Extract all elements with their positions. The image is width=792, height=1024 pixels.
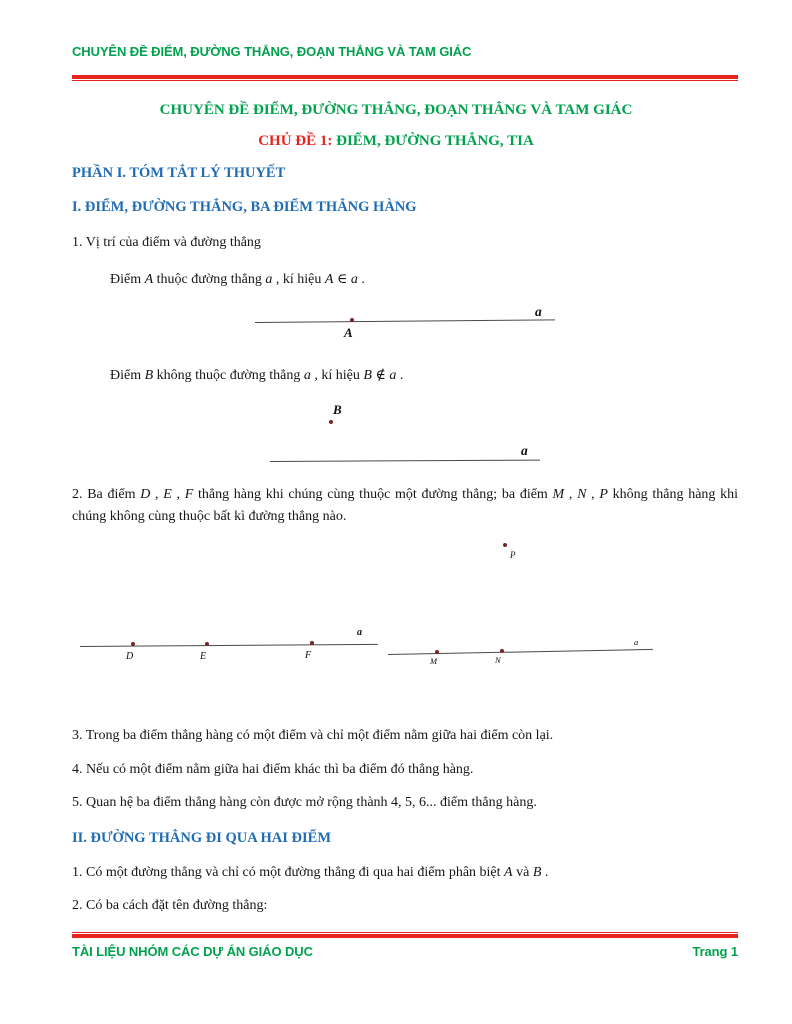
paragraph-4: 4. Nếu có một điểm nằm giữa hai điểm khác thì ba điểm đó thẳng hàng. [72, 762, 474, 777]
fig3-point-E-dot [205, 642, 209, 646]
fig1-point-A-label: A [344, 325, 353, 340]
fig2-line-a-label: a [521, 443, 528, 458]
text-segment: , [586, 487, 600, 502]
math-variable: F [184, 487, 194, 502]
fig1-point-A-dot [350, 318, 354, 322]
text-segment: thẳng hàng khi chúng cùng thuộc một đường thẳng; ba điểm [193, 487, 553, 502]
section1-heading: I. ĐIỂM, ĐƯỜNG THẲNG, BA ĐIỂM THẲNG HÀNG [72, 199, 417, 215]
topic-title [0, 132, 792, 150]
math-variable: a [350, 272, 358, 287]
math-variable: A [324, 272, 334, 287]
text-segment: . [357, 272, 365, 287]
topic-label: CHỦ ĐỀ 1: [258, 133, 337, 149]
text-segment: , [564, 487, 578, 502]
footer-left: TÀI LIỆU NHÓM CÁC DỰ ÁN GIÁO DỤC [72, 944, 313, 959]
math-variable: B [144, 368, 154, 383]
math-variable: E [163, 487, 172, 502]
math-variable: a [265, 272, 273, 287]
text-segment: 2. Ba điểm [72, 487, 141, 502]
fig3-point-D-label: D [126, 651, 134, 662]
math-variable: a [389, 368, 397, 383]
section2-paragraph-2: 2. Có ba cách đặt tên đường thẳng: [72, 898, 268, 913]
text-segment: 1. Có một đường thẳng và chỉ có một đường thẳng đi qua hai điểm phân biệt [72, 865, 505, 880]
text-segment: , kí hiệu [272, 272, 325, 287]
text-segment: Điểm [110, 368, 145, 383]
fig3-point-N-dot [500, 649, 504, 653]
fig2-point-B-dot [329, 420, 333, 424]
footer-page-number: Trang 1 [692, 944, 738, 959]
fig3-point-E-label: E [200, 651, 207, 662]
section2-paragraph-1 [72, 864, 548, 882]
text-segment: , [171, 487, 185, 502]
text-segment: ∉ [371, 368, 390, 383]
paragraph-point-not-in-line [110, 367, 403, 385]
text-segment: Điểm [110, 272, 145, 287]
math-variable: D [140, 487, 151, 502]
fig3-right-line [388, 649, 653, 655]
section2-heading: II. ĐƯỜNG THẲNG ĐI QUA HAI ĐIỂM [72, 830, 332, 846]
math-variable: a [303, 368, 311, 383]
main-title: CHUYÊN ĐỀ ĐIỂM, ĐƯỜNG THẲNG, ĐOẠN THẲNG VÀ TAM GIÁC [159, 102, 633, 118]
fig3-point-F-dot [310, 641, 314, 645]
fig3-point-F-label: F [305, 650, 312, 661]
fig3-point-M-label: M [430, 656, 438, 666]
fig3-right-line-a-label: a [634, 637, 639, 647]
text-segment: , kí hiệu [310, 368, 364, 383]
fig3-point-P-label: P [510, 550, 516, 560]
text-segment: không thẳng hàng khi chúng không cùng thuộc bất kì đường thẳng nào. [72, 487, 739, 524]
header-rule-thin [72, 80, 738, 81]
text-segment: . [541, 865, 549, 880]
text-segment: không thuộc đường thẳng [153, 368, 304, 383]
footer-rule-thick [72, 934, 738, 938]
text-segment: . [396, 368, 404, 383]
fig2-point-B-label: B [333, 402, 342, 417]
fig1-line-a-label: a [535, 304, 542, 319]
math-variable: A [504, 865, 513, 880]
header-rule [72, 75, 738, 81]
math-variable: M [552, 487, 565, 502]
math-variable: B [532, 865, 542, 880]
fig3-point-D-dot [131, 642, 135, 646]
text-segment: ∈ [333, 272, 351, 287]
text-segment: , [150, 487, 164, 502]
running-header: CHUYÊN ĐỀ ĐIỂM, ĐƯỜNG THẲNG, ĐOẠN THẲNG VÀ TAM GIÁC [72, 44, 472, 59]
fig3-point-N-label: N [495, 655, 501, 665]
fig3-left-line [80, 644, 378, 647]
math-variable: A [144, 272, 154, 287]
fig2-line [270, 460, 540, 462]
fig3-point-P-dot [503, 543, 507, 547]
footer-rule [72, 932, 738, 938]
fig3-point-M-dot [435, 650, 439, 654]
math-variable: P [599, 487, 608, 502]
topic-text: ĐIỂM, ĐƯỜNG THẲNG, TIA [336, 133, 534, 149]
paragraph-5: 5. Quan hệ ba điểm thẳng hàng còn được mở rộng thành 4, 5, 6... điểm thẳng hàng. [72, 795, 537, 810]
fig3-left-line-a-label: a [357, 627, 362, 638]
math-variable: B [363, 368, 372, 383]
paragraph-1: 1. Vị trí của điểm và đường thẳng [72, 235, 261, 250]
text-segment: thuộc đường thẳng [153, 272, 266, 287]
text-segment: và [512, 865, 533, 880]
math-variable: N [577, 487, 587, 502]
part-heading: PHẦN I. TÓM TẮT LÝ THUYẾT [72, 165, 286, 181]
paragraph-2 [72, 484, 738, 528]
paragraph-3: 3. Trong ba điểm thẳng hàng có một điểm và chỉ một điểm nằm giữa hai điểm còn lại. [72, 728, 554, 743]
fig1-line [255, 319, 555, 323]
paragraph-point-in-line [110, 271, 365, 289]
